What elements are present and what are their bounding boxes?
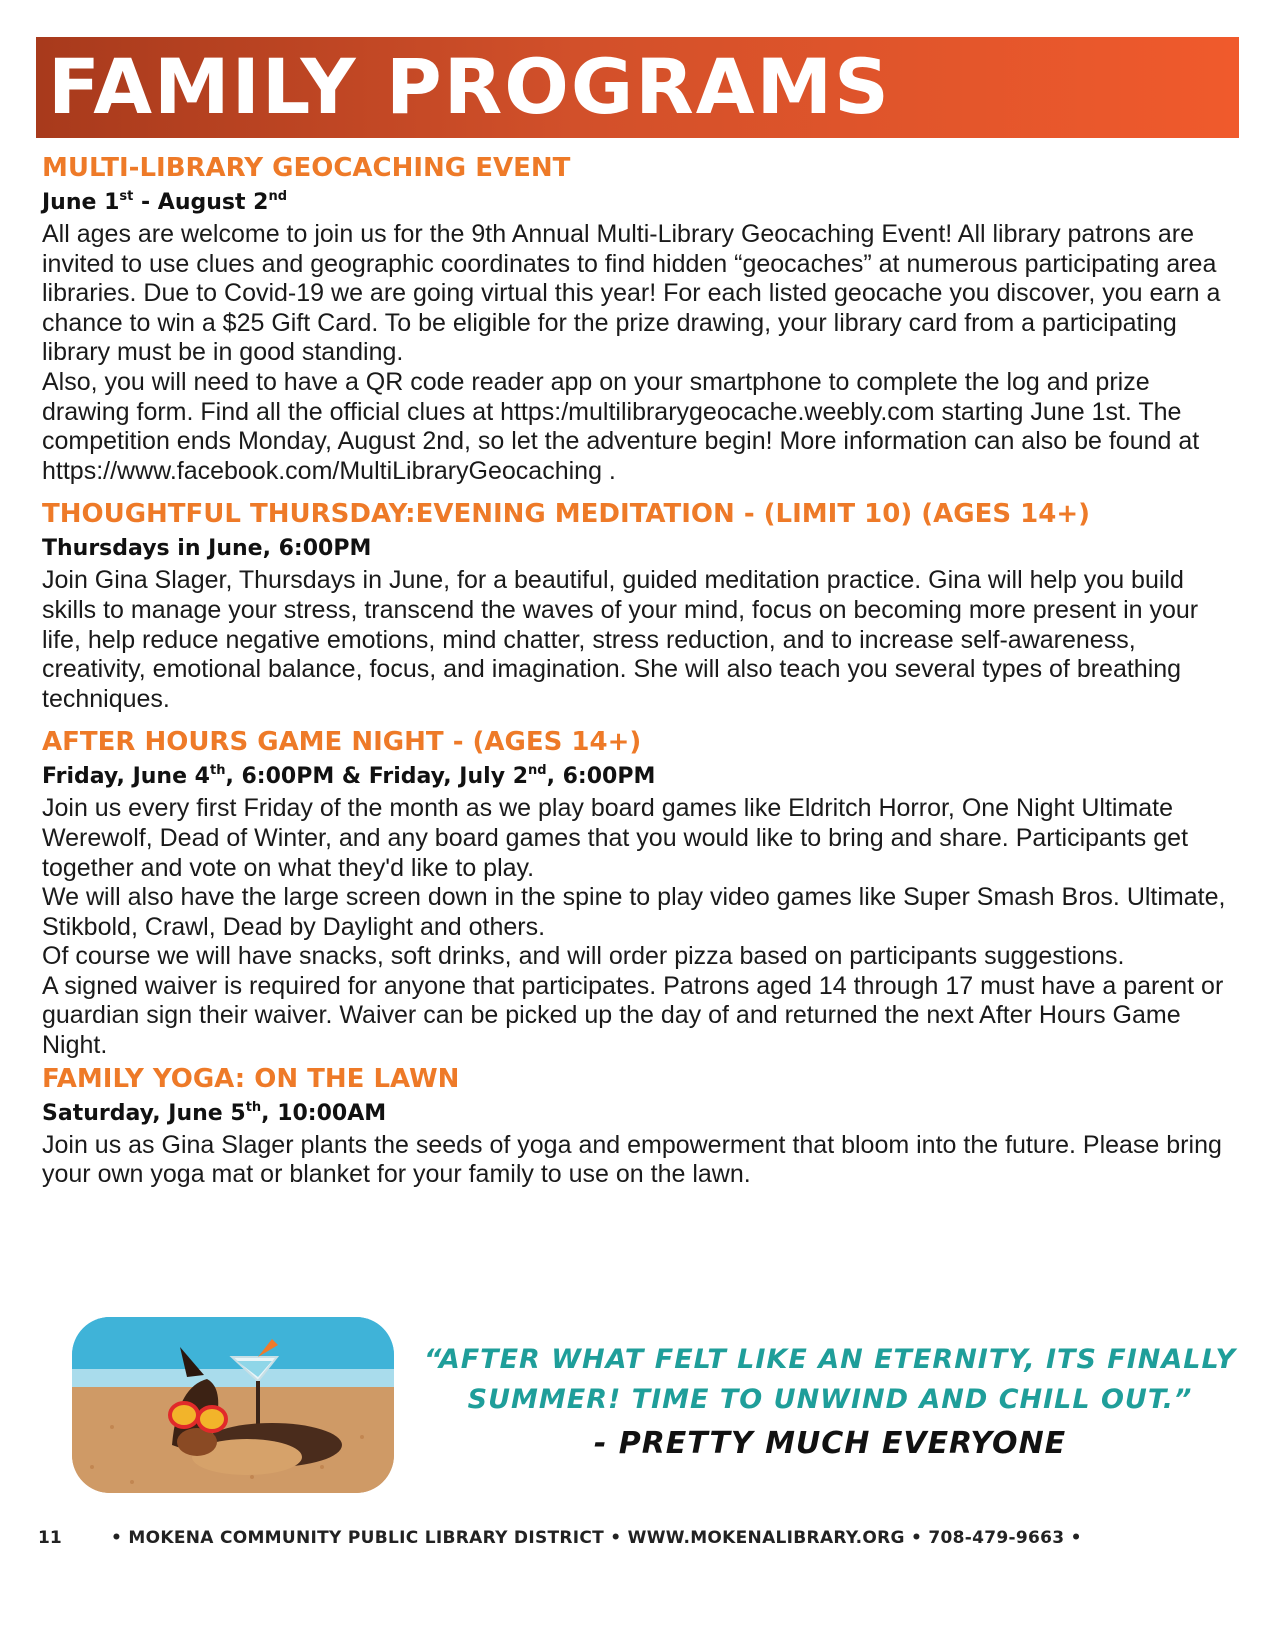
beach-dog-illustration — [72, 1317, 394, 1493]
date-part: , 6:00PM — [546, 764, 656, 790]
program-yoga — [42, 1061, 1242, 1190]
date-superscript: st — [119, 189, 134, 204]
quote-author: - PRETTY MUCH EVERYONE — [593, 1426, 1067, 1461]
program-heading: MULTI-LIBRARY GEOCACHING EVENT — [42, 153, 571, 183]
program-description: Join us as Gina Slager plants the seeds of yoga and empowerment that bloom into the future. Please bring your own yoga mat or blanket for your family to use on the lawn. — [42, 1130, 1222, 1189]
beach-dog-photo — [72, 1317, 394, 1493]
page-title: FAMILY PROGRAMS — [48, 42, 891, 131]
program-game-night — [42, 724, 1242, 1060]
program-heading: THOUGHTFUL THURSDAY:EVENING MEDITATION - (LIMIT 10) (AGES 14+) — [42, 499, 1090, 530]
program-date: Thursdays in June, 6:00PM — [42, 536, 372, 562]
date-superscript: nd — [528, 763, 547, 779]
program-description: A signed waiver is required for anyone that participates. Patrons aged 14 through 17 must have a parent or guardian sign their waiver. Waiver can be picked up the day of and returned the next After Hours Game Night. — [42, 971, 1224, 1060]
date-part: Saturday, June 5 — [42, 1100, 246, 1126]
program-date — [42, 762, 1242, 792]
program-heading: AFTER HOURS GAME NIGHT - (AGES 14+) — [42, 727, 642, 758]
footer-contact: • MOKENA COMMUNITY PUBLIC LIBRARY DISTRICT • WWW.MOKENALIBRARY.ORG • 708-479-9663 • — [111, 1528, 1082, 1548]
program-geocaching — [42, 150, 1242, 486]
programs-content — [42, 150, 1242, 1190]
date-part: , 10:00AM — [261, 1100, 387, 1126]
date-part: - August 2 — [133, 190, 269, 215]
quote-line: SUMMER! TIME TO UNWIND AND CHILL OUT.” — [467, 1384, 1193, 1415]
date-superscript: th — [245, 1099, 262, 1115]
program-description: Also, you will need to have a QR code reader app on your smartphone to complete the log and prize drawing form. Find all the official clues at https:/multilibrarygeocache.weebly.com starting June 1st. The competition ends Monday, August 2nd, so let the adventure begin! More information can also be found at https://www.facebook.com/MultiLibraryGeocaching . — [42, 367, 1200, 485]
date-part: June 1 — [42, 190, 120, 215]
program-description: All ages are welcome to join us for the 9th Annual Multi-Library Geocaching Event! All library patrons are invited to use clues and geographic coordinates to find hidden “geocaches” at numerous participating area libraries. Due to Covid-19 we are going virtual this year! For each listed geocache you discover, you earn a chance to win a $25 Gift Card. To be eligible for the prize drawing, your library card from a participating library must be in good standing. — [42, 220, 1221, 367]
date-superscript: nd — [268, 189, 288, 204]
program-description: Join us every first Friday of the month as we play board games like Eldritch Horror, One Night Ultimate Werewolf, Dead of Winter, and any board games that you would like to bring and share. Participants get together and vote on what they'd like to play. — [42, 794, 1189, 882]
date-superscript: th — [209, 763, 226, 779]
program-meditation — [42, 496, 1242, 714]
quote-line: “AFTER WHAT FELT LIKE AN ETERNITY, ITS FINALLY — [423, 1344, 1237, 1375]
page-number: 11 — [38, 1528, 62, 1548]
date-part: , 6:00PM & Friday, July 2 — [225, 764, 529, 790]
program-description: Of course we will have snacks, soft drinks, and will order pizza based on participants suggestions. — [42, 942, 1125, 971]
program-heading: FAMILY YOGA: ON THE LAWN — [42, 1063, 460, 1094]
date-part: Friday, June 4 — [42, 764, 210, 790]
header-banner — [36, 37, 1239, 138]
program-description: Join Gina Slager, Thursdays in June, for a beautiful, guided meditation practice. Gina will help you build skills to manage your stress, transcend the waves of your mind, focus on becoming more present in your life, help reduce negative emotions, mind chatter, stress reduction, and to increase self-awareness, creativity, emotional balance, focus, and imagination. She will also teach you several types of breathing techniques. — [42, 566, 1199, 713]
summer-quote — [420, 1340, 1240, 1466]
program-description: We will also have the large screen down in the spine to play video games like Super Smash Bros. Ultimate, Stikbold, Crawl, Dead by Daylight and others. — [42, 883, 1226, 941]
program-date — [42, 188, 1242, 218]
program-date — [42, 1099, 1242, 1129]
